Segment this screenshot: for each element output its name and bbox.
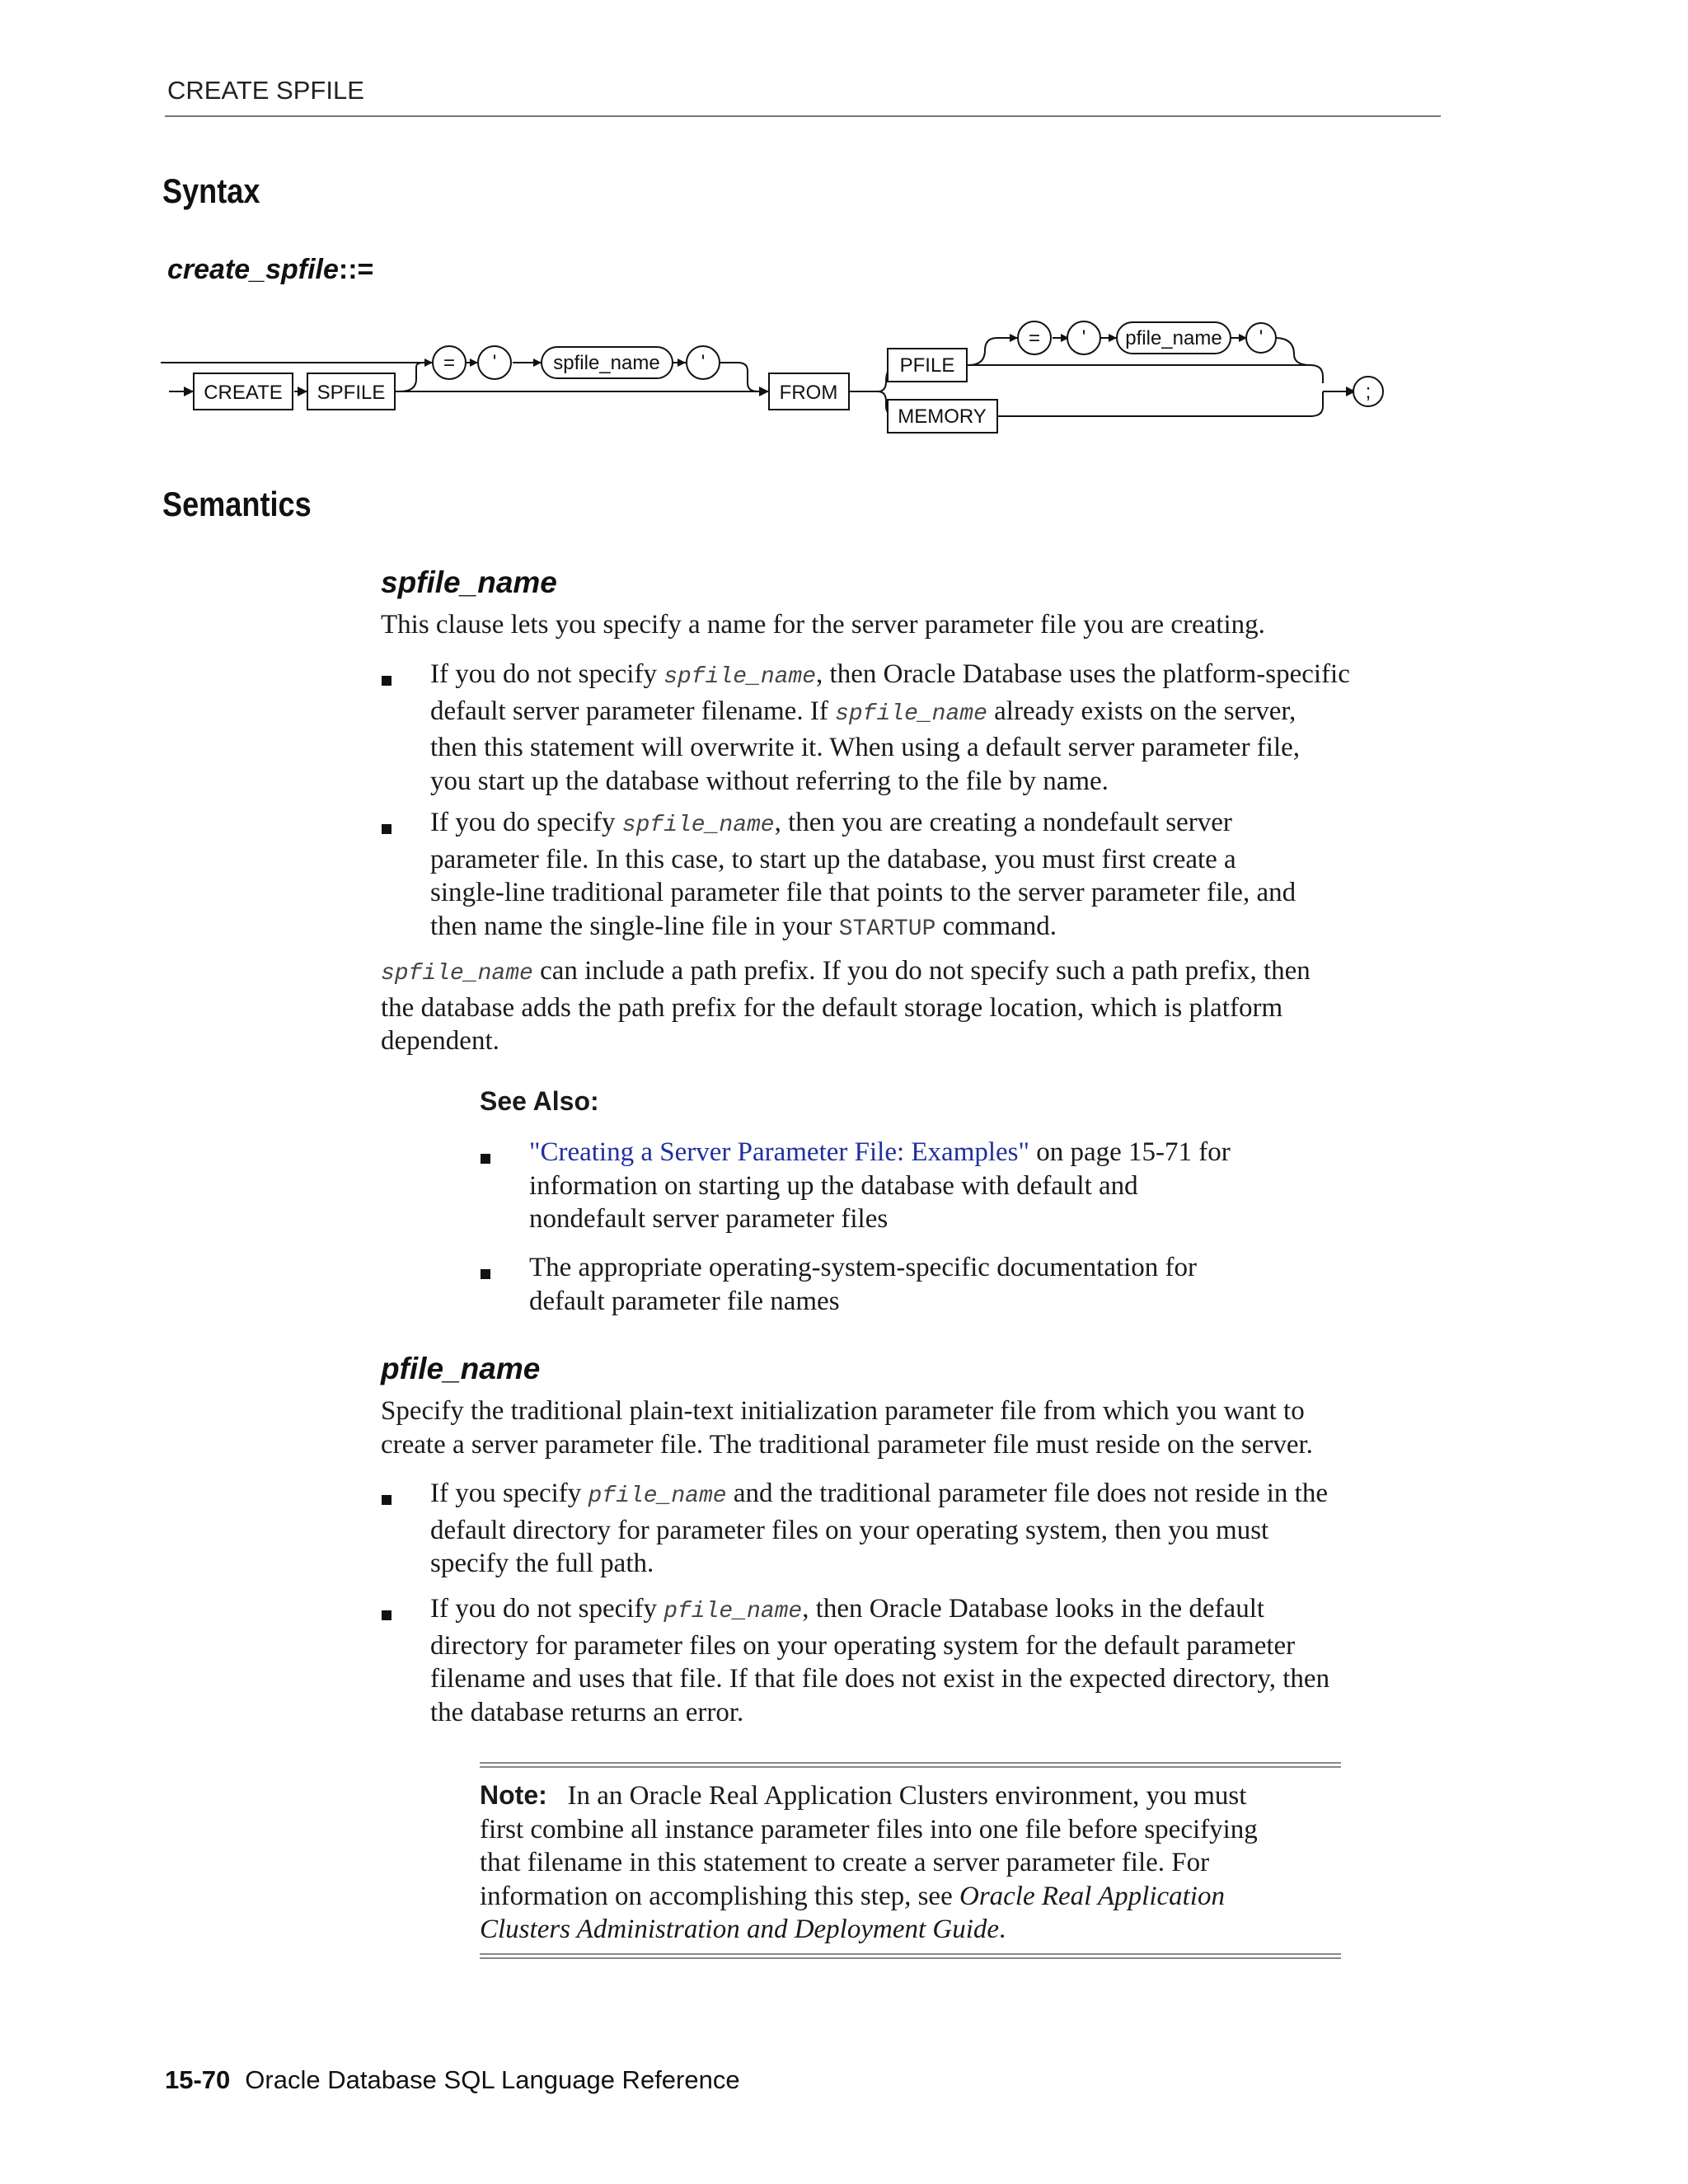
pfile-intro: Specify the traditional plain-text initialization parameter file from which you want to create a server parameter file. The traditional parameter file must reside on the server. xyxy=(381,1396,1313,1460)
quote-label-1a: ' xyxy=(492,351,497,373)
book-title: Oracle Database SQL Language Reference xyxy=(245,2065,740,2094)
create-label: CREATE xyxy=(204,382,283,404)
spfile-path-paragraph: spfile_name can include a path prefix. If you do not specify such a path prefix, then the database adds the path prefix for the default storage location, which is platform dependent. xyxy=(381,956,1311,1056)
spfile-bullet-2: If you do specify spfile_name, then you are creating a nondefault server parameter file. In this case, to start up the database, you must first create a single-line traditional parameter file that points to the server parameter file, and then name the single-line file in your STARTUP command. xyxy=(430,808,1296,942)
note-label: Note: xyxy=(480,1780,547,1810)
examples-link[interactable]: "Creating a Server Parameter File: Examples" xyxy=(529,1137,1029,1167)
bullet-mark xyxy=(382,1495,392,1505)
note-bottom-rule xyxy=(480,1953,1341,1955)
page-footer xyxy=(165,2065,740,2095)
pfile-bullet-2: If you do not specify pfile_name, then Oracle Database looks in the default directory for parameter files on your operating system for the default parameter filename and uses that file. If that file does not exist in the expected directory, then the database returns an error. xyxy=(430,1594,1330,1727)
spfile-intro: This clause lets you specify a name for the server parameter file you are creating. xyxy=(381,610,1265,640)
quote-label-2a: ' xyxy=(1081,326,1086,349)
pfile-name-label: pfile_name xyxy=(1125,327,1222,349)
note-top-rule xyxy=(480,1762,1341,1764)
spfile-bullet-1: If you do not specify spfile_name, then Oracle Database uses the platform-specific default server parameter filename. If spfile_name already exists on the server, then this statement will overwrite it. When using a default server parameter file, you start up the database without referring to the file by name. xyxy=(430,659,1350,796)
page-number: 15-70 xyxy=(165,2065,231,2094)
spfile-name-heading: spfile_name xyxy=(381,565,557,599)
bullet-mark xyxy=(481,1154,490,1164)
running-header: CREATE SPFILE xyxy=(167,76,364,105)
bullet-mark xyxy=(481,1269,490,1279)
see-also-label: See Also: xyxy=(480,1086,599,1116)
note-box: Note: In an Oracle Real Application Clusters environment, you must first combine all instance parameter files into one file before specifying that filename in this statement to create a server parameter file. For information on accomplishing this step, see Oracle Real Application Clusters Administration and Deployment Guide. xyxy=(480,1780,1258,1944)
see-also-item-1: "Creating a Server Parameter File: Examples" on page 15-71 for information on starting up the database with default and nondefault server parameter files xyxy=(529,1137,1231,1234)
bullet-mark xyxy=(382,676,392,686)
bnf-operator: ::= xyxy=(338,254,374,285)
note-bottom-rule-2 xyxy=(480,1957,1341,1959)
pfile-label: PFILE xyxy=(899,354,955,377)
spfile-label: SPFILE xyxy=(316,382,386,404)
quote-label-2b: ' xyxy=(1259,326,1264,349)
bnf-name: create_spfile xyxy=(167,254,339,285)
equals-label-2: = xyxy=(1028,327,1041,349)
quote-label-1b: ' xyxy=(701,351,706,373)
semantics-heading: Semantics xyxy=(162,485,312,523)
pfile-bullet-1: If you specify pfile_name and the traditional parameter file does not reside in the default directory for parameter files on your operating system, then you must specify the full path. xyxy=(430,1479,1328,1578)
bnf-rule-name xyxy=(167,254,373,286)
memory-label: MEMORY xyxy=(898,405,987,428)
syntax-heading: Syntax xyxy=(162,171,260,210)
syntax-diagram xyxy=(161,309,1414,449)
from-label: FROM xyxy=(779,382,838,404)
bullet-mark xyxy=(382,824,392,834)
pfile-name-heading: pfile_name xyxy=(381,1352,541,1385)
header-rule xyxy=(165,115,1441,117)
note-top-rule-2 xyxy=(480,1766,1341,1768)
semicolon-label: ; xyxy=(1365,381,1372,403)
equals-label-1: = xyxy=(443,352,456,374)
spfile-name-label: spfile_name xyxy=(553,352,660,374)
bullet-mark xyxy=(382,1610,392,1620)
see-also-item-2: The appropriate operating-system-specific documentation for default parameter file names xyxy=(529,1253,1198,1316)
